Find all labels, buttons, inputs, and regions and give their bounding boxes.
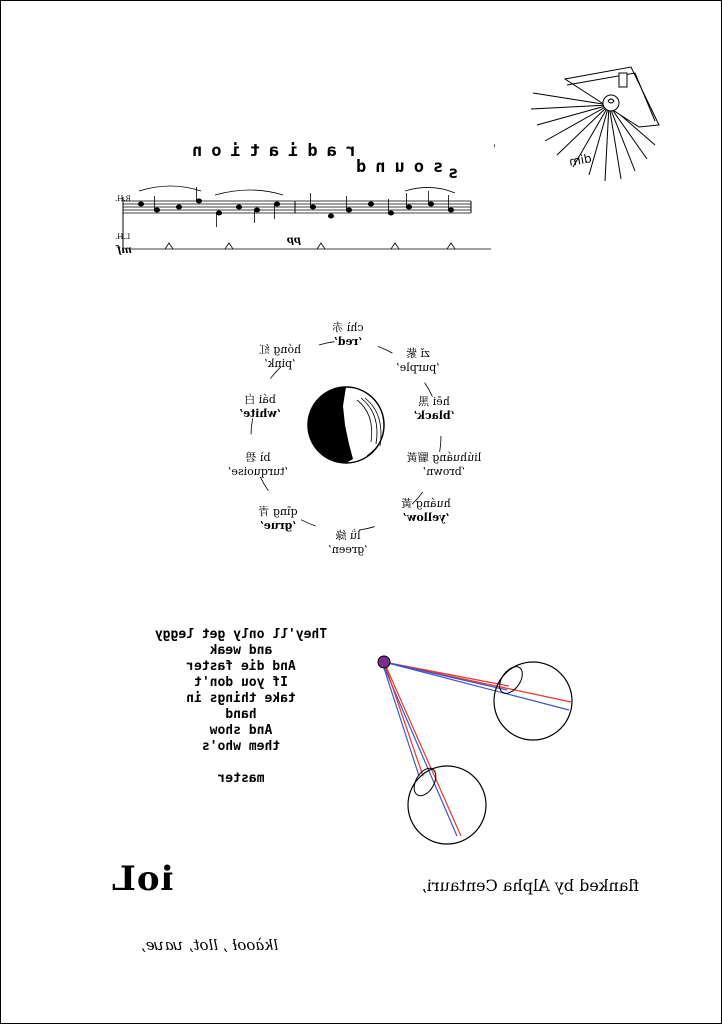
color-label-pink: hóng 紅 ‘pink’ xyxy=(258,343,302,370)
signature: ioL xyxy=(111,859,174,899)
music-score xyxy=(113,183,491,263)
poem-line: and weak xyxy=(209,643,273,658)
title-word-radiation: radiation xyxy=(183,141,357,161)
color-label-yellow: huáng 黃 ‘yellow’ xyxy=(401,497,451,524)
color-label-grue: qīng 青 ‘grue’ xyxy=(258,505,298,532)
score-dynamic-pp: pp xyxy=(287,235,301,246)
lamp-icon xyxy=(523,63,673,191)
color-label-white: bái 白 ‘white’ xyxy=(239,393,281,420)
poem-line: They'll only get leggy xyxy=(154,627,328,642)
score-dynamic-mf: mf xyxy=(117,245,132,256)
poem-line: If you don't xyxy=(194,675,288,690)
poem-line: them who's xyxy=(201,739,281,754)
color-label-black: hēi 黑 ‘black’ xyxy=(413,395,455,422)
poem-line: master xyxy=(217,771,265,786)
score-rh-label: R.H. xyxy=(115,195,131,203)
small-tick-mark: ˈ xyxy=(493,144,496,155)
poem-line: take things in xyxy=(186,691,296,706)
handwritten-words: lkàooł , llot, ꭒaꭒe, xyxy=(141,936,279,954)
poem-line: And show xyxy=(209,723,273,738)
poem-line xyxy=(131,755,351,771)
color-label-green: lǜ 綠 ‘green’ xyxy=(328,529,368,556)
color-label-brown: liúhuáng 騮黃 ‘brown’ xyxy=(406,451,482,478)
poem-line: hand xyxy=(225,707,257,722)
poem xyxy=(131,627,351,787)
color-label-turquoise: bì 碧 ‘turquoise’ xyxy=(227,451,289,478)
eyes-diagram xyxy=(371,646,581,846)
title-word-sound: sound xyxy=(347,157,444,177)
title-word-s: s xyxy=(439,163,459,183)
poem-line: And die faster xyxy=(186,659,296,674)
dim-label: dim xyxy=(567,151,593,169)
score-lh-label: L.H. xyxy=(115,233,131,241)
moon-eye-icon xyxy=(305,384,387,466)
color-label-red: chì 赤 ‘red’ xyxy=(332,321,364,348)
credit-text: flanked by Alpha Centauri, xyxy=(421,876,639,895)
color-label-purple: zǐ 紫 ‘purple’ xyxy=(396,347,440,374)
staff-lines xyxy=(123,201,471,213)
